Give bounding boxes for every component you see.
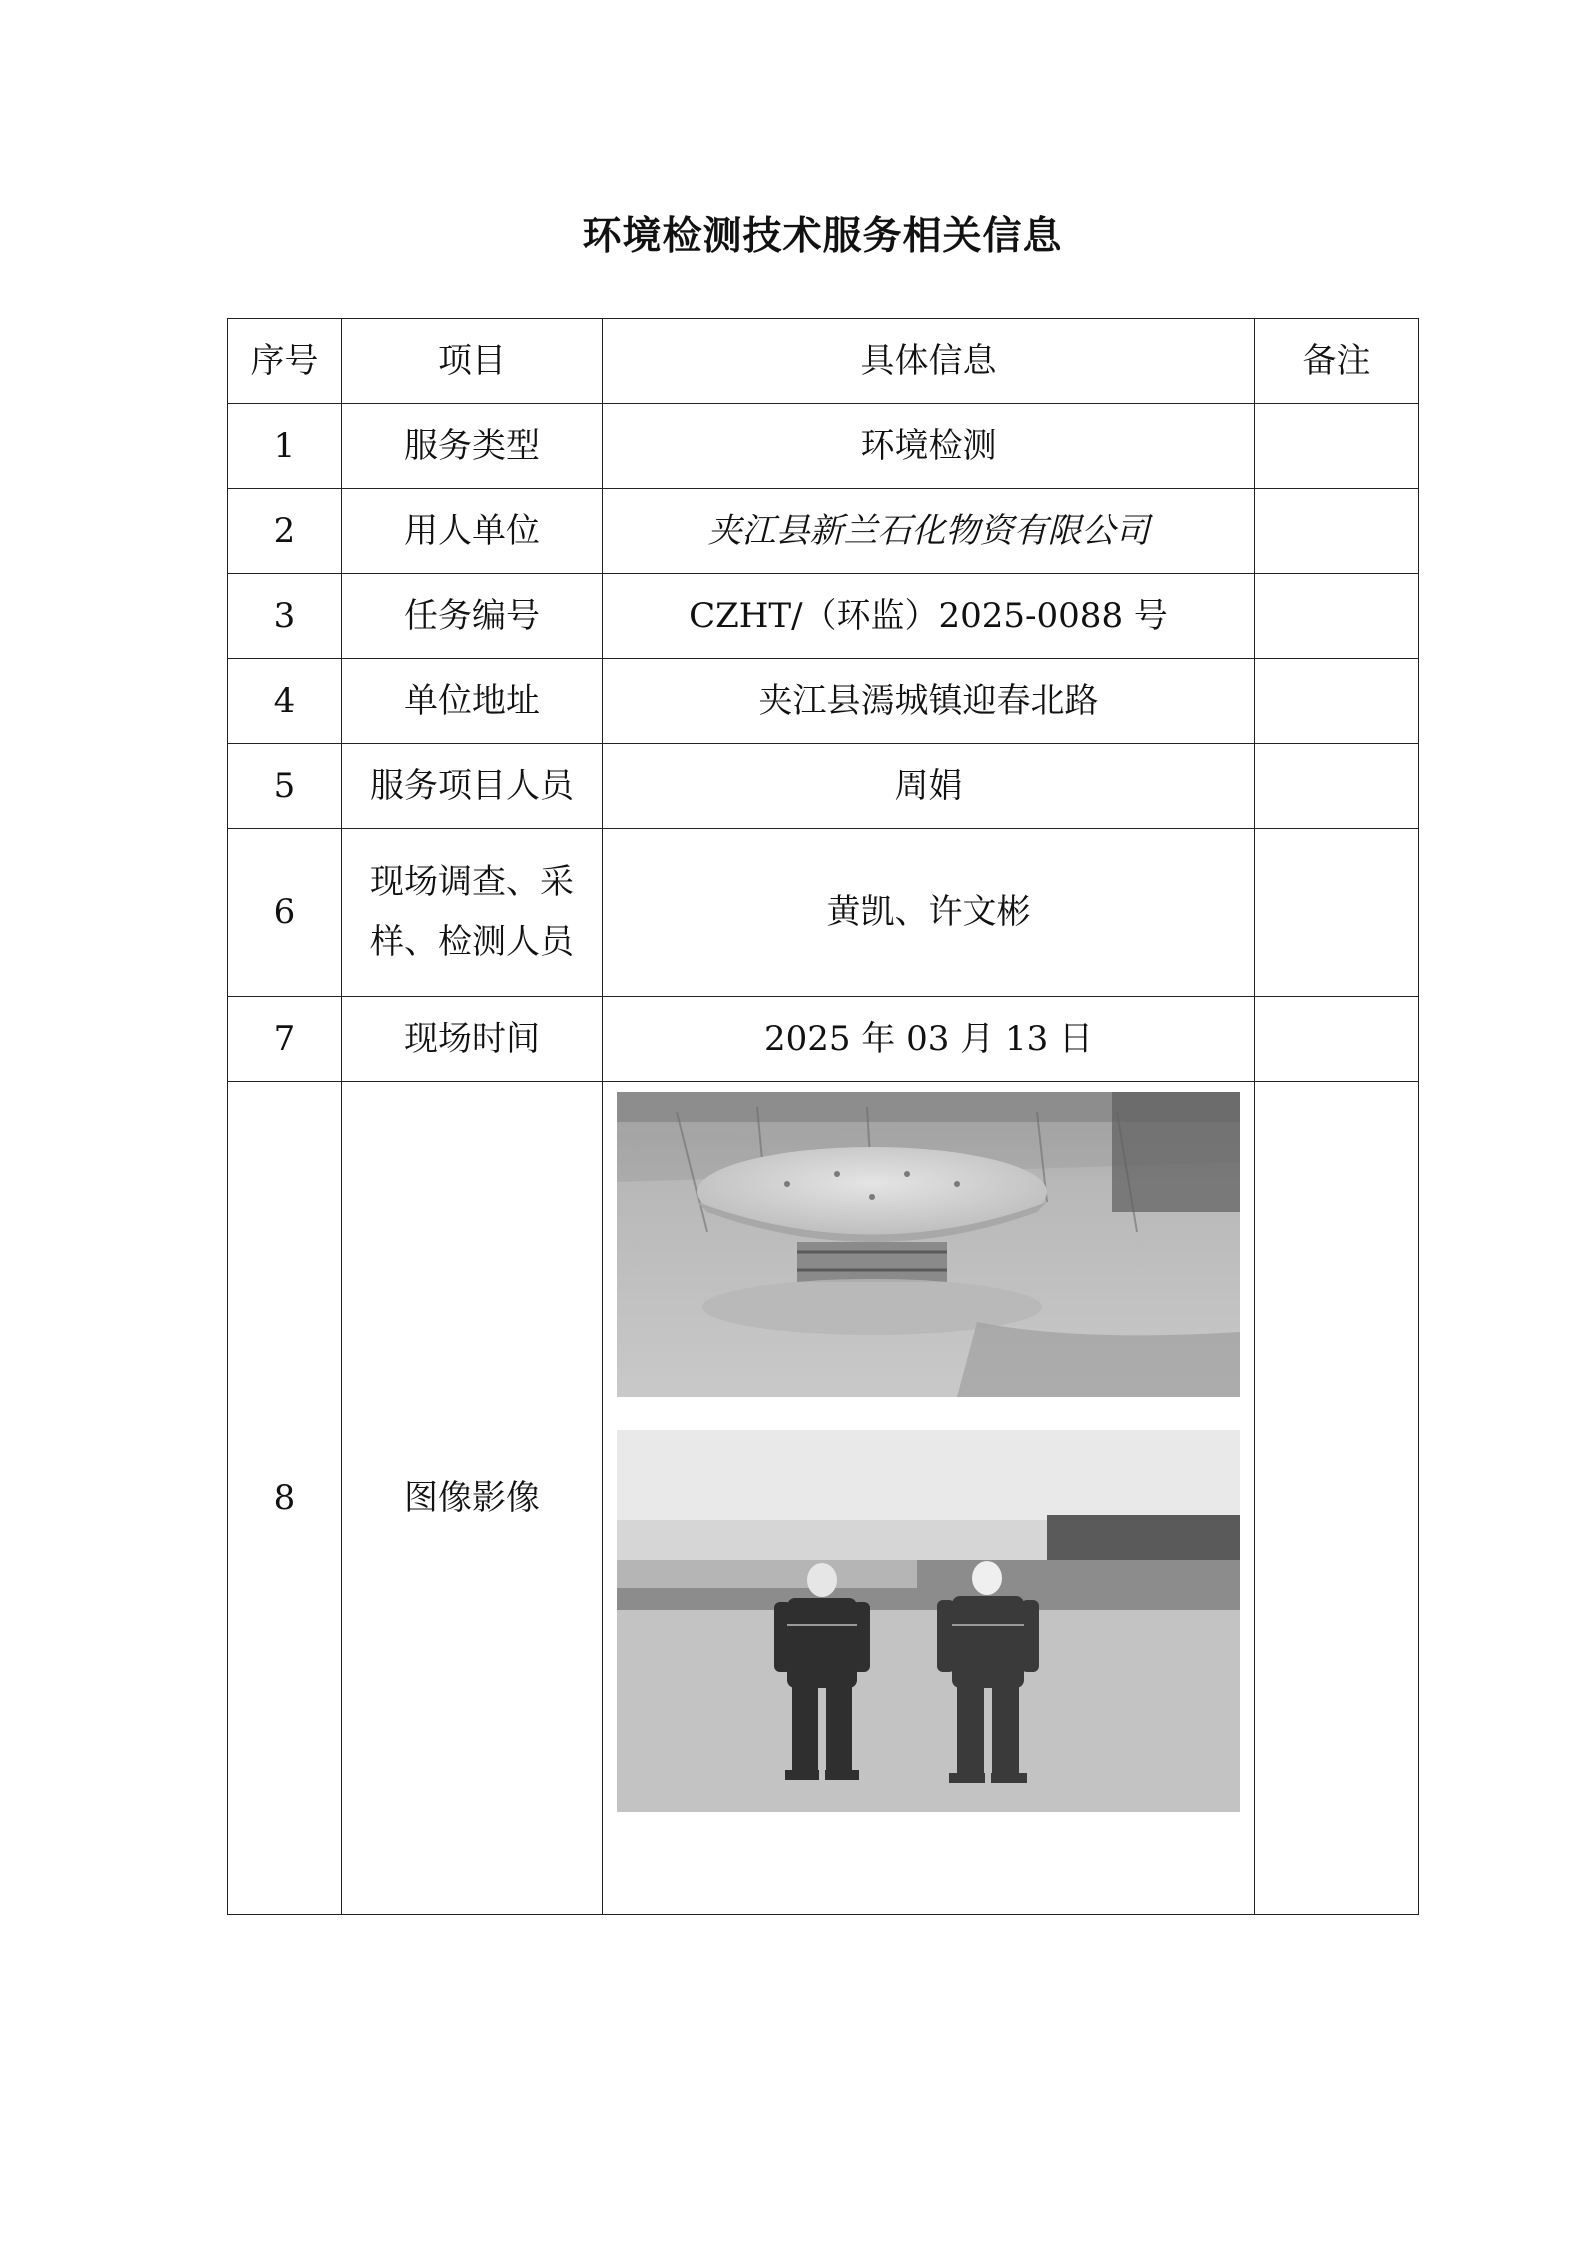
row-note [1255,1082,1419,1915]
header-info: 具体信息 [603,319,1255,404]
row-item: 用人单位 [342,489,603,574]
table-row [228,1082,1419,1915]
row-note [1255,829,1419,997]
row-note [1255,659,1419,744]
row-info: 2025 年 03 月 13 日 [603,997,1255,1082]
page-title: 环境检测技术服务相关信息 [582,214,1063,259]
row-note [1255,744,1419,829]
row-note [1255,997,1419,1082]
row-no: 8 [228,1082,342,1915]
photo-icon [617,1092,1240,1397]
table-row [228,997,1419,1082]
row-info: 环境检测 [603,404,1255,489]
row-item: 图像影像 [342,1082,603,1915]
row-no: 4 [228,659,342,744]
row-item: 任务编号 [342,574,603,659]
row-info: CZHT/（环监）2025-0088 号 [603,574,1255,659]
table-row [228,829,1419,997]
row-info: 周娟 [603,744,1255,829]
row-info-photos [603,1082,1255,1915]
row-note [1255,489,1419,574]
row-no: 5 [228,744,342,829]
table-header-row [228,319,1419,404]
table-row [228,404,1419,489]
photo-icon [617,1430,1240,1812]
header-no: 序号 [228,319,342,404]
row-no: 7 [228,997,342,1082]
field-photo-equipment [617,1092,1240,1397]
row-info: 夹江县新兰石化物资有限公司 [603,489,1255,574]
row-item: 服务项目人员 [342,744,603,829]
table-row [228,574,1419,659]
table-row [228,489,1419,574]
row-info: 黄凯、许文彬 [603,829,1255,997]
row-item: 服务类型 [342,404,603,489]
header-item: 项目 [342,319,603,404]
field-photo-staff [617,1430,1240,1812]
header-note: 备注 [1255,319,1419,404]
row-item: 现场时间 [342,997,603,1082]
table-row [228,744,1419,829]
row-note [1255,574,1419,659]
row-no: 1 [228,404,342,489]
row-item: 单位地址 [342,659,603,744]
row-no: 3 [228,574,342,659]
table-row [228,659,1419,744]
row-no: 6 [228,829,342,997]
row-note [1255,404,1419,489]
row-info: 夹江县漹城镇迎春北路 [603,659,1255,744]
row-item: 现场调查、采样、检测人员 [342,829,603,997]
info-table [227,318,1419,1915]
row-no: 2 [228,489,342,574]
